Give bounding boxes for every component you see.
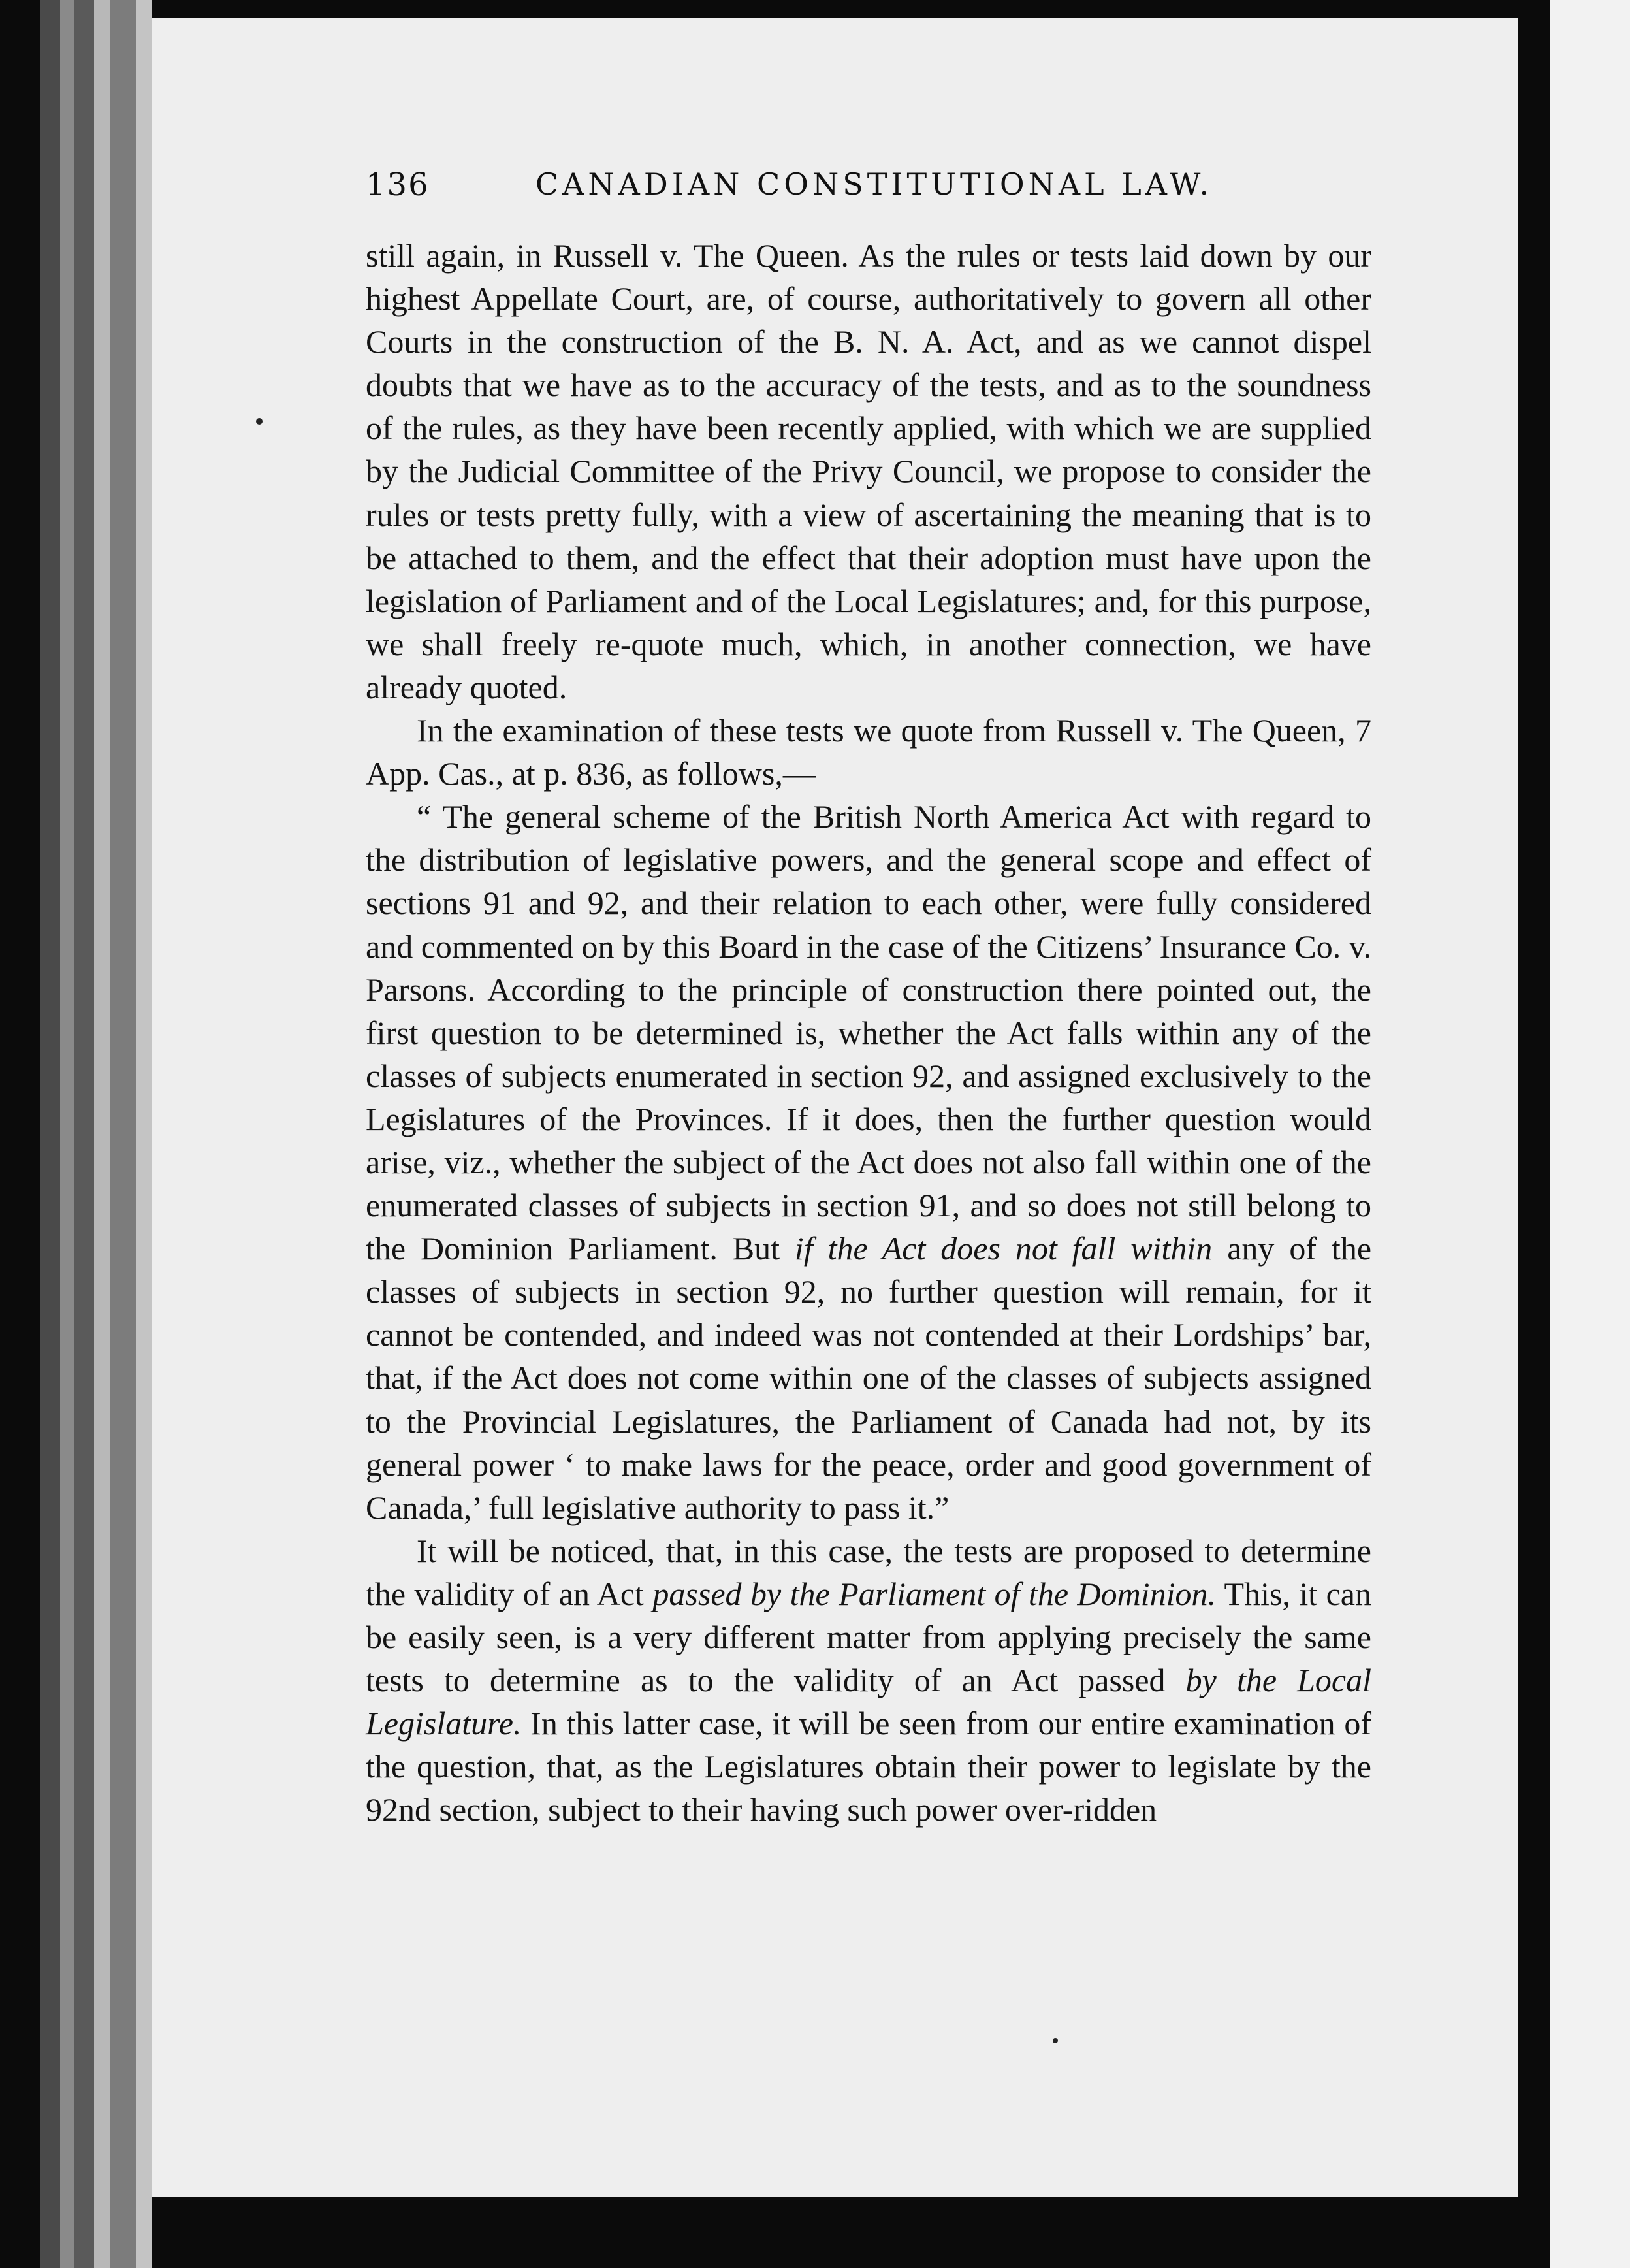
italic-emphasis: by the Local Legislature.	[366, 1662, 1372, 1742]
body-text	[366, 234, 1371, 2037]
running-head: CANADIAN CONSTITUTIONAL LAW.	[535, 167, 1213, 202]
quote-text: “ The general scheme of the British North America Act with regard to the distribution of legislative powers, and the general scope and effect of sections 91 and 92, and their relation to each other, were fully considered and commented on by this Board in the case of the Citizens’ Insurance Co. v. Parsons. According to the principle of construction there pointed out, the first question to be determined is, whether the Act falls within any of the classes of subjects enumerated in section 92, and assigned exclusively to the Legislatures of the Provinces. If it does, then the further question would arise, viz., whether the subject of the Act does not also fall within one of the enumerated classes of subjects in section 91, and so does not still belong to the Dominion Parliament. But	[366, 798, 1371, 1267]
italic-emphasis: if the Act does not fall within	[794, 1230, 1213, 1267]
page-edge	[60, 0, 74, 2268]
paragraph: In the examination of these tests we quote from Russell v. The Queen, 7 App. Cas., at p. 836, as follows,—	[366, 712, 1371, 792]
scan-border	[1518, 0, 1550, 2268]
page-edge	[40, 0, 60, 2268]
page-edge	[110, 0, 136, 2268]
scan-speck	[1053, 2038, 1058, 2043]
paragraph: still again, in Russell v. The Queen. As the rules or tests laid down by our highest Appellate Court, are, of course, authoritatively to govern all other Courts in the construction of the B. N. A. Act, and as we cannot dispel doubts that we have as to the accuracy of the tests, and as to the soundness of the rules, as they have been recently applied, with which we are supplied by the Judicial Committee of the Privy Council, we propose to consider the rules or tests pretty fully, with a view of ascertaining the meaning that is to be attached to them, and the effect that their adoption must have upon the legislation of Parliament and of the Local Legislatures; and, for this purpose, we shall freely re-quote much, which, in another connection, we have already quoted.	[366, 237, 1371, 705]
page-header	[366, 167, 1371, 225]
facing-page-margin	[1550, 0, 1630, 2268]
block-quote	[366, 795, 1371, 1529]
italic-emphasis: passed by the Parliament of the Dominion.	[652, 1575, 1216, 1612]
page-edge	[136, 0, 152, 2268]
paragraph-text: This, it can be easily seen, is a very different matter from applying precisely the same tests to determine as to the validity of an Act passed	[366, 1575, 1371, 1699]
quote-text: any of the classes of subjects in section 92, no further question will remain, for it cannot be contended, and indeed was not contended at their Lordships’ bar, that, if the Act does not come within one of the classes of subjects assigned to the Provincial Legislatures, the Parliament of Canada had not, by its general power ‘ to make laws for the peace, order and good government of Canada,’ full legislative authority to pass it.”	[366, 1230, 1372, 1526]
paragraph-text: In this latter case, it will be seen from our entire examination of the question, that, as the Legislatures obtain their power to legislate by the 92nd section, subject to their having such power over-ridden	[366, 1705, 1372, 1828]
page-edge	[74, 0, 94, 2268]
paragraph-text: It will be noticed, that, in this case, the tests are proposed to determine the validity of an Act	[366, 1532, 1371, 1612]
page-number: 136	[366, 167, 430, 203]
page-edge	[94, 0, 110, 2268]
paragraph	[366, 1529, 1371, 1832]
scan-speck	[256, 418, 263, 425]
